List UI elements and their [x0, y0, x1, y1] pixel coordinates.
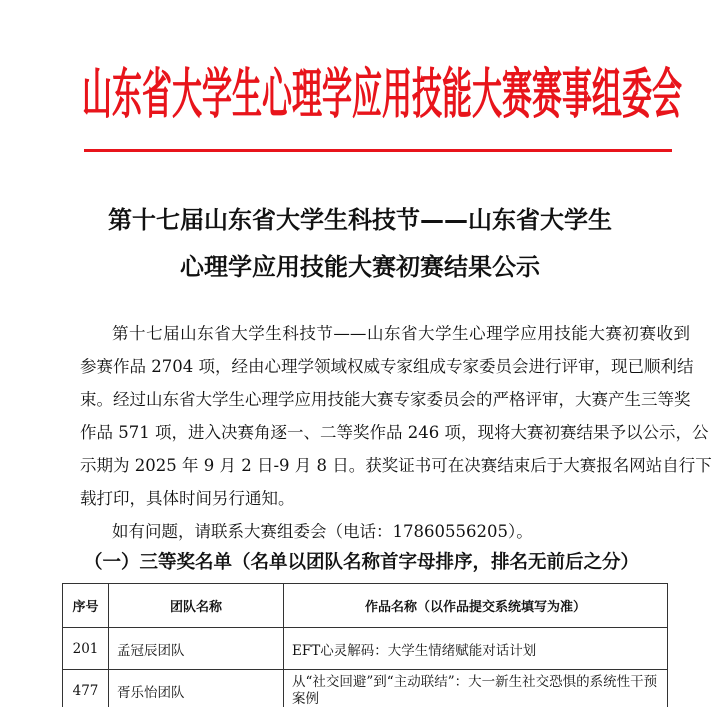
cell-work: EFT心灵解码：大学生情绪赋能对话计划: [284, 628, 668, 670]
contact-line: 如有问题，请联系大赛组委会（电话：17860556205）。: [112, 522, 533, 541]
header-divider: [84, 149, 672, 152]
body-line: 束。经过山东省大学生心理学应用技能大赛专家委员会的严格评审，大赛产生三等奖: [80, 390, 691, 409]
section-heading: （一）三等奖名单（名单以团队名称首字母排序，排名无前后之分）: [84, 552, 640, 573]
title-line-2: 心理学应用技能大赛初赛结果公示: [180, 253, 540, 281]
header-work: 作品名称（以作品提交系统填写为准）: [284, 584, 668, 628]
table-row: [63, 670, 668, 707]
cell-index: 477: [63, 670, 109, 707]
cell-team: 孟冠辰团队: [109, 628, 284, 670]
body-line: 参赛作品 2704 项，经由心理学领域权威专家组成专家委员会进行评审，现已顺利结: [80, 357, 694, 376]
table-row: [63, 628, 668, 670]
results-table: [62, 583, 668, 707]
table-header-row: [63, 584, 668, 628]
cell-team: 胥乐怡团队: [109, 670, 284, 707]
body-line: 作品 571 项，进入决赛角逐一、二等奖作品 246 项，现将大赛初赛结果予以公示，公: [80, 423, 709, 442]
header-team: 团队名称: [109, 584, 284, 628]
body-line: 第十七届山东省大学生科技节——山东省大学生心理学应用技能大赛初赛收到: [112, 324, 690, 343]
cell-index: 201: [63, 628, 109, 670]
cell-work: 从“社交回避”到“主动联结”：大一新生社交恐惧的系统性干预案例: [284, 670, 668, 707]
body-line: 示期为 2025 年 9 月 2 日-9 月 8 日。获奖证书可在决赛结束后于大赛报名网站自行下: [80, 456, 712, 475]
body-line: 载打印，具体时间另行通知。: [80, 489, 295, 508]
title-line-1: 第十七届山东省大学生科技节——山东省大学生: [108, 206, 612, 234]
organization-header: 山东省大学生心理学应用技能大赛赛事组委会: [82, 64, 682, 127]
header-index: 序号: [63, 584, 109, 628]
